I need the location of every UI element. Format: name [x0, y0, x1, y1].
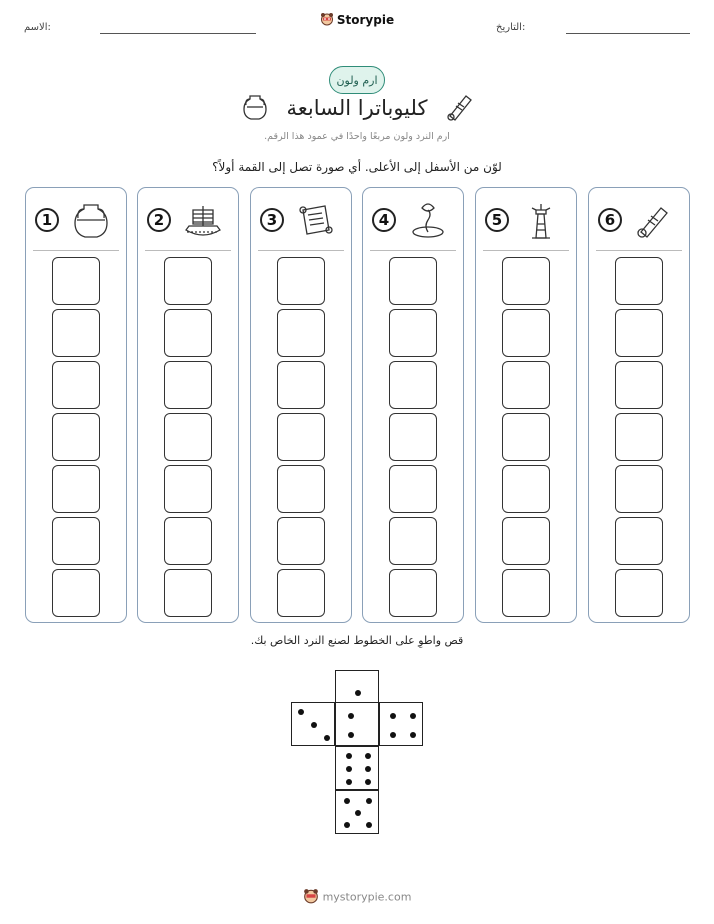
- color-square[interactable]: [277, 517, 325, 565]
- subtitle: ارم النرد ولون مربعًا واحدًا في عمود هذا الرقم.: [264, 131, 450, 142]
- color-square[interactable]: [389, 569, 437, 617]
- die-pip: [365, 766, 371, 772]
- rolled-scroll-icon: [633, 200, 675, 242]
- column-divider: [370, 250, 456, 251]
- color-square[interactable]: [277, 465, 325, 513]
- die-pip: [410, 732, 416, 738]
- die-pip: [410, 713, 416, 719]
- color-square[interactable]: [277, 361, 325, 409]
- color-square[interactable]: [389, 517, 437, 565]
- color-square[interactable]: [52, 413, 100, 461]
- column-6: [588, 187, 690, 623]
- vase-icon: [70, 200, 112, 242]
- page-title: كليوباترا السابعة: [286, 96, 428, 120]
- scroll-icon: [295, 200, 337, 242]
- die-face-right: [379, 702, 423, 746]
- die-face-center: [335, 702, 379, 746]
- die-pip: [344, 798, 350, 804]
- die-face-left: [291, 702, 335, 746]
- storypie-logo-icon: [320, 12, 334, 29]
- column-divider: [483, 250, 569, 251]
- die-pip: [346, 753, 352, 759]
- color-square[interactable]: [52, 517, 100, 565]
- column-number: 3: [260, 208, 284, 232]
- instruction: لوّن من الأسفل إلى الأعلى. أي صورة تصل إلى القمة أولاً؟: [212, 160, 502, 174]
- color-square[interactable]: [164, 257, 212, 305]
- color-square[interactable]: [389, 413, 437, 461]
- column-1: [25, 187, 127, 623]
- die-pip: [348, 713, 354, 719]
- column-number: 6: [598, 208, 622, 232]
- roll-and-color-badge: ارم ولون: [329, 66, 385, 94]
- column-divider: [258, 250, 344, 251]
- column-number: 4: [372, 208, 396, 232]
- color-square[interactable]: [615, 517, 663, 565]
- die-pip: [355, 690, 361, 696]
- color-square[interactable]: [164, 517, 212, 565]
- color-square[interactable]: [615, 361, 663, 409]
- color-square[interactable]: [502, 413, 550, 461]
- die-pip: [355, 810, 361, 816]
- color-square[interactable]: [615, 413, 663, 461]
- color-square[interactable]: [389, 257, 437, 305]
- cobra-icon: [407, 200, 449, 242]
- brand: [0, 12, 714, 29]
- color-square[interactable]: [52, 309, 100, 357]
- scroll-icon: [444, 90, 474, 122]
- die-pip: [344, 822, 350, 828]
- die-pip: [311, 722, 317, 728]
- die-face-bottom: [335, 790, 379, 834]
- die-pip: [324, 735, 330, 741]
- column-4: [362, 187, 464, 623]
- column-divider: [145, 250, 231, 251]
- column-number: 1: [35, 208, 59, 232]
- die-pip: [365, 779, 371, 785]
- date-label: التاريخ:: [496, 22, 526, 33]
- column-2: [137, 187, 239, 623]
- die-pip: [366, 822, 372, 828]
- die-pip: [390, 732, 396, 738]
- die-face-lower: [335, 746, 379, 790]
- die-pip: [346, 766, 352, 772]
- die-pip: [366, 798, 372, 804]
- color-square[interactable]: [615, 257, 663, 305]
- color-square[interactable]: [502, 465, 550, 513]
- color-square[interactable]: [277, 257, 325, 305]
- die-pip: [348, 732, 354, 738]
- color-square[interactable]: [52, 257, 100, 305]
- color-square[interactable]: [164, 569, 212, 617]
- date-line[interactable]: [566, 33, 690, 34]
- color-square[interactable]: [389, 465, 437, 513]
- column-divider: [33, 250, 119, 251]
- color-square[interactable]: [502, 257, 550, 305]
- brand-name: Storypie: [336, 13, 395, 27]
- footer: [0, 888, 714, 907]
- color-square[interactable]: [164, 465, 212, 513]
- lighthouse-icon: [520, 200, 562, 242]
- color-square[interactable]: [389, 361, 437, 409]
- column-divider: [596, 250, 682, 251]
- color-square[interactable]: [164, 361, 212, 409]
- color-square[interactable]: [502, 309, 550, 357]
- color-square[interactable]: [52, 361, 100, 409]
- die-pip: [346, 779, 352, 785]
- color-square[interactable]: [277, 309, 325, 357]
- color-square[interactable]: [164, 309, 212, 357]
- die-pip: [365, 753, 371, 759]
- name-line[interactable]: [100, 33, 256, 34]
- color-square[interactable]: [615, 309, 663, 357]
- column-number: 5: [485, 208, 509, 232]
- color-square[interactable]: [502, 569, 550, 617]
- footer-logo-icon: [303, 888, 319, 907]
- column-5: [475, 187, 577, 623]
- die-pip: [390, 713, 396, 719]
- color-square[interactable]: [52, 465, 100, 513]
- color-square[interactable]: [164, 413, 212, 461]
- color-square[interactable]: [502, 361, 550, 409]
- color-square[interactable]: [502, 517, 550, 565]
- column-number: 2: [147, 208, 171, 232]
- ship-icon: [182, 200, 224, 242]
- cut-instruction: قص واطوِ على الخطوط لصنع النرد الخاص بك.: [250, 634, 464, 647]
- color-square[interactable]: [615, 465, 663, 513]
- name-label: الاسم:: [24, 22, 51, 33]
- column-3: [250, 187, 352, 623]
- footer-url[interactable]: mystorypie.com: [322, 890, 412, 904]
- color-square[interactable]: [615, 569, 663, 617]
- color-square[interactable]: [277, 569, 325, 617]
- color-square[interactable]: [52, 569, 100, 617]
- die-pip: [298, 709, 304, 715]
- color-square[interactable]: [277, 413, 325, 461]
- color-square[interactable]: [389, 309, 437, 357]
